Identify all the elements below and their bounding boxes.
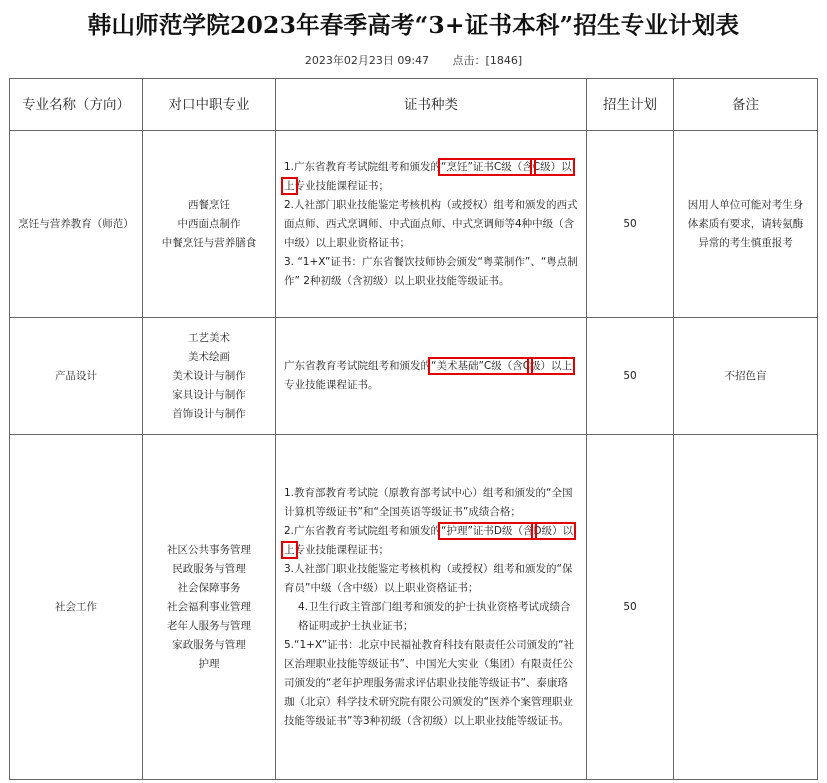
major-name-cell: 烹饪与营养教育（师范）: [10, 131, 143, 318]
enrollment-plan-cell: 50: [587, 435, 674, 780]
vocational-major-item: 民政服务与管理: [172, 562, 246, 575]
meta-line: [0, 52, 827, 68]
vocational-major-item: 美术设计与制作: [172, 369, 246, 382]
certificate-text: 1.广东省教育考试院组考和颁发的: [284, 160, 442, 173]
certificate-item: [284, 158, 578, 196]
certificate-cell: [276, 318, 587, 435]
vocational-major-item: 中西面点制作: [177, 217, 241, 230]
publish-datetime: 2023年02月23日 09:47: [304, 54, 430, 67]
vocational-majors-cell: [143, 435, 276, 780]
vocational-major-item: 首饰设计与制作: [172, 407, 246, 420]
header-certificate-type: 证书种类: [276, 79, 587, 131]
header-remarks: 备注: [674, 79, 818, 131]
certificate-item: [284, 522, 578, 560]
vocational-major-item: 中餐烹饪与营养膳食: [161, 236, 257, 249]
certificate-text: 专业技能课程证书；: [294, 543, 389, 556]
certificate-text: 专业技能课程证书；: [294, 179, 389, 192]
certificate-text: 专业技能课程证书。: [284, 379, 379, 391]
certificate-cell: [276, 131, 587, 318]
table-row: [10, 318, 818, 435]
highlighted-certificate-name: “护理”证书D级（含: [441, 524, 534, 537]
table-header-row: [10, 79, 818, 131]
remarks-cell: 不招色盲: [674, 318, 818, 435]
enrollment-plan-table: [9, 78, 818, 780]
vocational-major-item: 西餐烹饪: [188, 198, 230, 211]
vocational-major-item: 社会保障事务: [177, 581, 241, 594]
header-enrollment-plan: 招生计划: [587, 79, 674, 131]
header-vocational-major: 对口中职专业: [143, 79, 276, 131]
vocational-major-item: 美术绘画: [188, 350, 230, 363]
highlighted-certificate-name: “美术基础”C级（含C: [431, 360, 531, 372]
table-row: [10, 131, 818, 318]
highlighted-certificate-name: “烹饪”证书C级（含: [441, 160, 533, 173]
certificate-item: 1.教育部教育考试院（原教育部考试中心）组考和颁发的“全国计算机等级证书”和“全国英语等级证书”成绩合格；: [284, 486, 573, 518]
certificate-cell: [276, 435, 587, 780]
remarks-cell: [674, 435, 818, 780]
table-row: [10, 435, 818, 780]
certificate-item: 2.人社部门职业技能鉴定考核机构（或授权）组考和颁发的西式面点师、西式烹调师、中式面点师、中式烹调师等4种中级（含中级）以上职业资格证书；: [284, 198, 578, 249]
click-count: 点击：[1846]: [452, 54, 523, 67]
certificate-item: [284, 357, 578, 395]
page-title: 韩山师范学院2023年春季高考“3+证书本科”招生专业计划表: [87, 11, 740, 39]
header-major-name: 专业名称（方向）: [10, 79, 143, 131]
enrollment-plan-cell: 50: [587, 131, 674, 318]
highlighted-certificate-level: C级）以上: [284, 160, 572, 192]
vocational-majors-cell: [143, 131, 276, 318]
highlighted-certificate-level: 级）以上: [530, 360, 573, 372]
vocational-major-item: 老年人服务与管理: [167, 619, 251, 632]
certificate-item: 4.卫生行政主管部门组考和颁发的护士执业资格考试成绩合格证明或护士执业证书；: [298, 600, 571, 632]
vocational-majors-cell: [143, 318, 276, 435]
vocational-major-item: 家具设计与制作: [172, 388, 246, 401]
vocational-major-item: 社区公共事务管理: [167, 543, 251, 556]
vocational-major-item: 护理: [198, 657, 220, 670]
remarks-cell: 因用人单位可能对考生身体素质有要求，请转氨酶异常的考生慎重报考: [674, 131, 818, 318]
certificate-text: 2.广东省教育考试院组考和颁发的: [284, 524, 442, 537]
enrollment-plan-cell: 50: [587, 318, 674, 435]
certificate-text: 广东省教育考试院组考和颁发的: [284, 360, 431, 372]
vocational-major-item: 社会福利事业管理: [167, 600, 251, 613]
certificate-item: 3. “1+X”证书：广东省餐饮技师协会颁发“粤菜制作”、“粤点制作” 2种初级（含初级）以上职业技能等级证书。: [284, 255, 578, 287]
major-name-cell: 产品设计: [10, 318, 143, 435]
vocational-major-item: 家政服务与管理: [172, 638, 246, 651]
certificate-item: 5.“1+X”证书：北京中民福祉教育科技有限责任公司颁发的“社区治理职业技能等级证书”、中国光大实业（集团）有限责任公司颁发的“老年护理服务需求评估职业技能等级证书”、泰康珞珈（北京）科学技术研究院有限公司颁发的“医养个案管理职业技能等级证书”等3种初级（含初级）以上职业技能等级证书。: [284, 638, 575, 727]
certificate-item: 3.人社部门职业技能鉴定考核机构（或授权）组考和颁发的“保育员”中级（含中级）以上职业资格证书；: [284, 562, 573, 594]
highlighted-certificate-level: D级）以上: [284, 524, 574, 556]
vocational-major-item: 工艺美术: [188, 331, 230, 344]
major-name-cell: 社会工作: [10, 435, 143, 780]
